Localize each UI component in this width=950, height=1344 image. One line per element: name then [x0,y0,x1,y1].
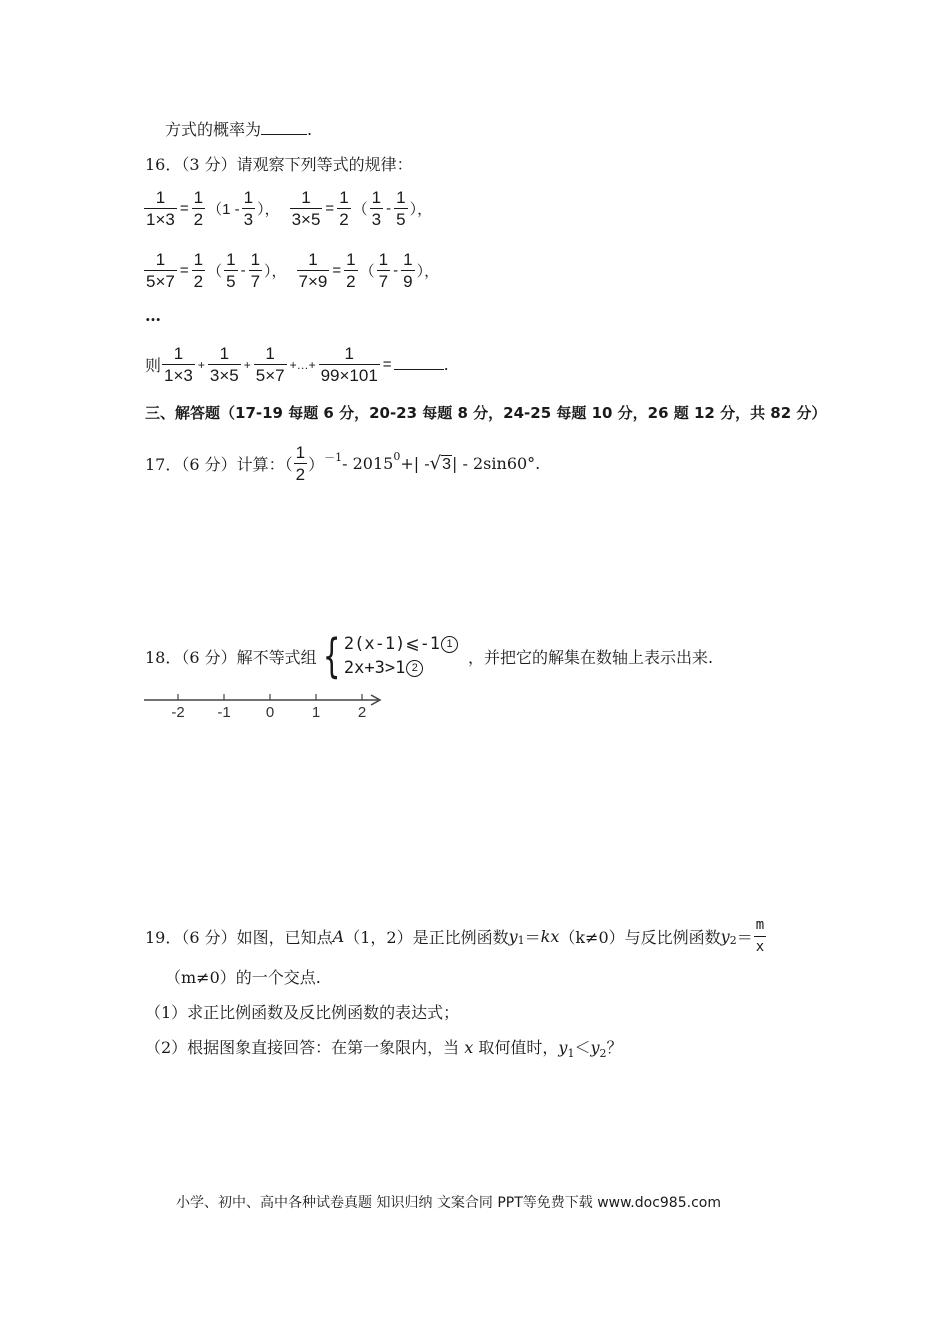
abs-open: +| - [400,454,430,473]
fraction [377,250,390,291]
inequality-1-text: 2(x-1)⩽-1 [343,634,441,654]
plus-sign: + [243,357,251,372]
circled-number-1: 1 [441,636,458,653]
ellipsis-sum: +…+ [289,357,316,372]
q19-condition: （k≠0）与反比例函数 [559,928,721,947]
numerator: 1 [396,188,406,207]
denominator: 3×5 [291,210,321,229]
answer-blank [261,120,307,135]
numerator: 1 [193,250,204,269]
y1-var: y [508,927,518,946]
numerator: 1 [346,250,356,269]
equals-sign: = [325,200,335,217]
fraction [254,344,287,385]
q17-tail: | - 2sin60°. [452,454,541,473]
numerator: m [755,917,765,933]
inequality-2 [344,656,458,680]
fraction [394,188,407,229]
denominator: 2 [295,465,306,484]
left-brace: { [322,629,341,683]
number-line-tick-label: 0 [265,704,275,721]
q15-tail-period: . [307,120,313,139]
kx-var: kx [540,927,560,946]
period: . [443,355,449,374]
denominator: x [754,936,766,957]
circled-number-2: 2 [406,660,423,677]
fraction [242,188,255,229]
equals-sign: ＝ [524,928,541,947]
equals-sign: = [332,262,342,279]
q18-line [145,629,714,683]
equals-sign: ＝ [736,928,753,947]
numerator: 1 [250,250,261,269]
number-line-tick-label: -1 [217,704,231,721]
number-line-tick-label: 1 [311,704,321,721]
radical-sign: √ [429,453,442,474]
q19-part-2 [145,1038,623,1064]
numerator: 1 [155,188,166,207]
numerator: 1 [193,188,204,207]
equals-sign: = [179,262,189,279]
minus-sign: - [386,200,392,217]
numerator: 1 [226,250,236,269]
fraction [144,250,177,291]
numerator: 1 [308,250,318,269]
denominator: 3×5 [209,366,239,385]
subscript-2: 2 [599,1047,607,1061]
answer-blank [394,359,444,370]
paren-open: （ [352,200,368,218]
numerator: 1 [295,443,306,462]
q19-intro: 19．（6 分）如图，已知点 [145,928,333,947]
exponent: －1 [324,450,343,464]
denominator: 2 [339,210,349,229]
fraction [192,188,205,229]
x-var: x [464,1038,474,1057]
numerator: 1 [344,344,354,363]
minus-sign: - [393,262,399,279]
q18-label: 18．（6 分）解不等式组 [145,647,317,667]
q16-equation-row-1 [143,188,433,229]
q16-equation-row-2 [143,250,440,291]
paren-open: （ [207,262,223,280]
fraction [144,188,177,229]
q19-point-coords: （1，2）是正比例函数 [344,928,509,947]
q18-tail: ，并把它的解集在数轴上表示出来. [468,647,714,667]
fraction [401,250,414,291]
fraction [319,344,380,385]
fraction [290,188,323,229]
denominator: 2 [193,210,204,229]
denominator: 5 [226,272,236,291]
sqrt [430,453,452,474]
plus-sign: + [197,357,205,372]
q17-year-term: - 2015 [342,454,394,473]
fraction [249,250,262,291]
number-line-tick-label: -2 [171,704,185,721]
q16-ellipsis: … [145,306,161,325]
q17-label: 17．（6 分）计算：（ [145,455,293,474]
equals-sign: = [179,200,189,217]
paren-close: ）， [409,200,433,218]
denominator: 3 [371,210,382,229]
inequality-system [317,629,458,683]
numerator: 1 [243,188,254,207]
numerator: 1 [155,250,166,269]
inequality-1 [344,632,458,656]
q19-line-1 [145,916,767,957]
radicand: 3 [442,456,452,473]
page-footer: 小学、初中、高中各种试卷真题 知识归纳 文案合同 PPT等免费下载 www.doc985.com [176,1195,721,1211]
inequality-2-text: 2x+3>1 [343,658,406,678]
denominator: 7 [378,272,389,291]
q16-header: 16．（3 分）请观察下列等式的规律： [145,155,413,174]
subscript-1: 1 [567,1047,575,1061]
less-than-sign: ＜ [574,1038,591,1057]
minus-sign: - [240,262,246,279]
denominator: 5 [396,210,406,229]
exponent-zero: 0 [393,450,401,463]
number-line [140,690,390,722]
paren-close: ）， [264,262,287,280]
sum-prefix: 则 [145,356,162,375]
paren-close: ）， [416,262,440,280]
denominator: 5×7 [255,366,285,385]
fraction [344,250,357,291]
denominator: 9 [403,272,413,291]
paren-open: （ [359,262,375,280]
denominator: 2 [346,272,356,291]
numerator: 1 [403,250,413,269]
fraction [294,443,307,484]
q17-line [145,443,540,484]
section-3-title: 三、解答题（17-19 每题 6 分，20-23 每题 8 分，24-25 每题 10 分，26 题 12 分，共 82 分） [145,404,827,422]
fraction [370,188,383,229]
denominator: 7 [250,272,261,291]
denominator: 2 [193,272,204,291]
denominator: 1×3 [164,366,193,385]
q19-part-2-mid: 取何值时， [473,1038,559,1057]
numerator: 1 [265,344,275,363]
numerator: 1 [371,188,382,207]
q15-tail-text: 方式的概率为 [165,120,262,139]
denominator: 5×7 [146,272,175,291]
numerator: 1 [219,344,230,363]
fraction [297,250,330,291]
fraction [162,344,195,385]
fraction [192,250,205,291]
numerator: 1 [173,344,184,363]
q19-line-2: （m≠0）的一个交点. [165,968,321,987]
y2-var: y [720,927,730,946]
paren-close: ）， [257,200,280,218]
y2-var: y [590,1038,600,1057]
question-mark: ？ [606,1038,623,1057]
numerator: 1 [301,188,311,207]
numerator: 1 [378,250,389,269]
q15-tail-line [165,120,312,140]
q19-part-1: （1）求正比例函数及反比例函数的表达式； [145,1003,460,1022]
paren-open: （1 - [207,201,240,218]
fraction [208,344,241,385]
point-a: A [332,927,345,946]
paren-close: ） [308,455,325,474]
y1-var: y [558,1038,568,1057]
denominator: 7×9 [298,272,328,291]
denominator: 1×3 [146,210,175,229]
subscript-1: 1 [517,934,525,947]
q19-part-2-lead: （2）根据图象直接回答：在第一象限内，当 [145,1038,465,1057]
q16-sum-row [145,344,449,385]
subscript-2: 2 [729,934,737,947]
denominator: 99×101 [320,366,378,385]
equals-sign: = [382,356,392,373]
fraction [337,188,350,229]
numerator: 1 [339,188,349,207]
number-line-tick-label: 2 [357,704,367,721]
fraction [754,916,766,957]
fraction [224,250,237,291]
denominator: 3 [243,210,254,229]
